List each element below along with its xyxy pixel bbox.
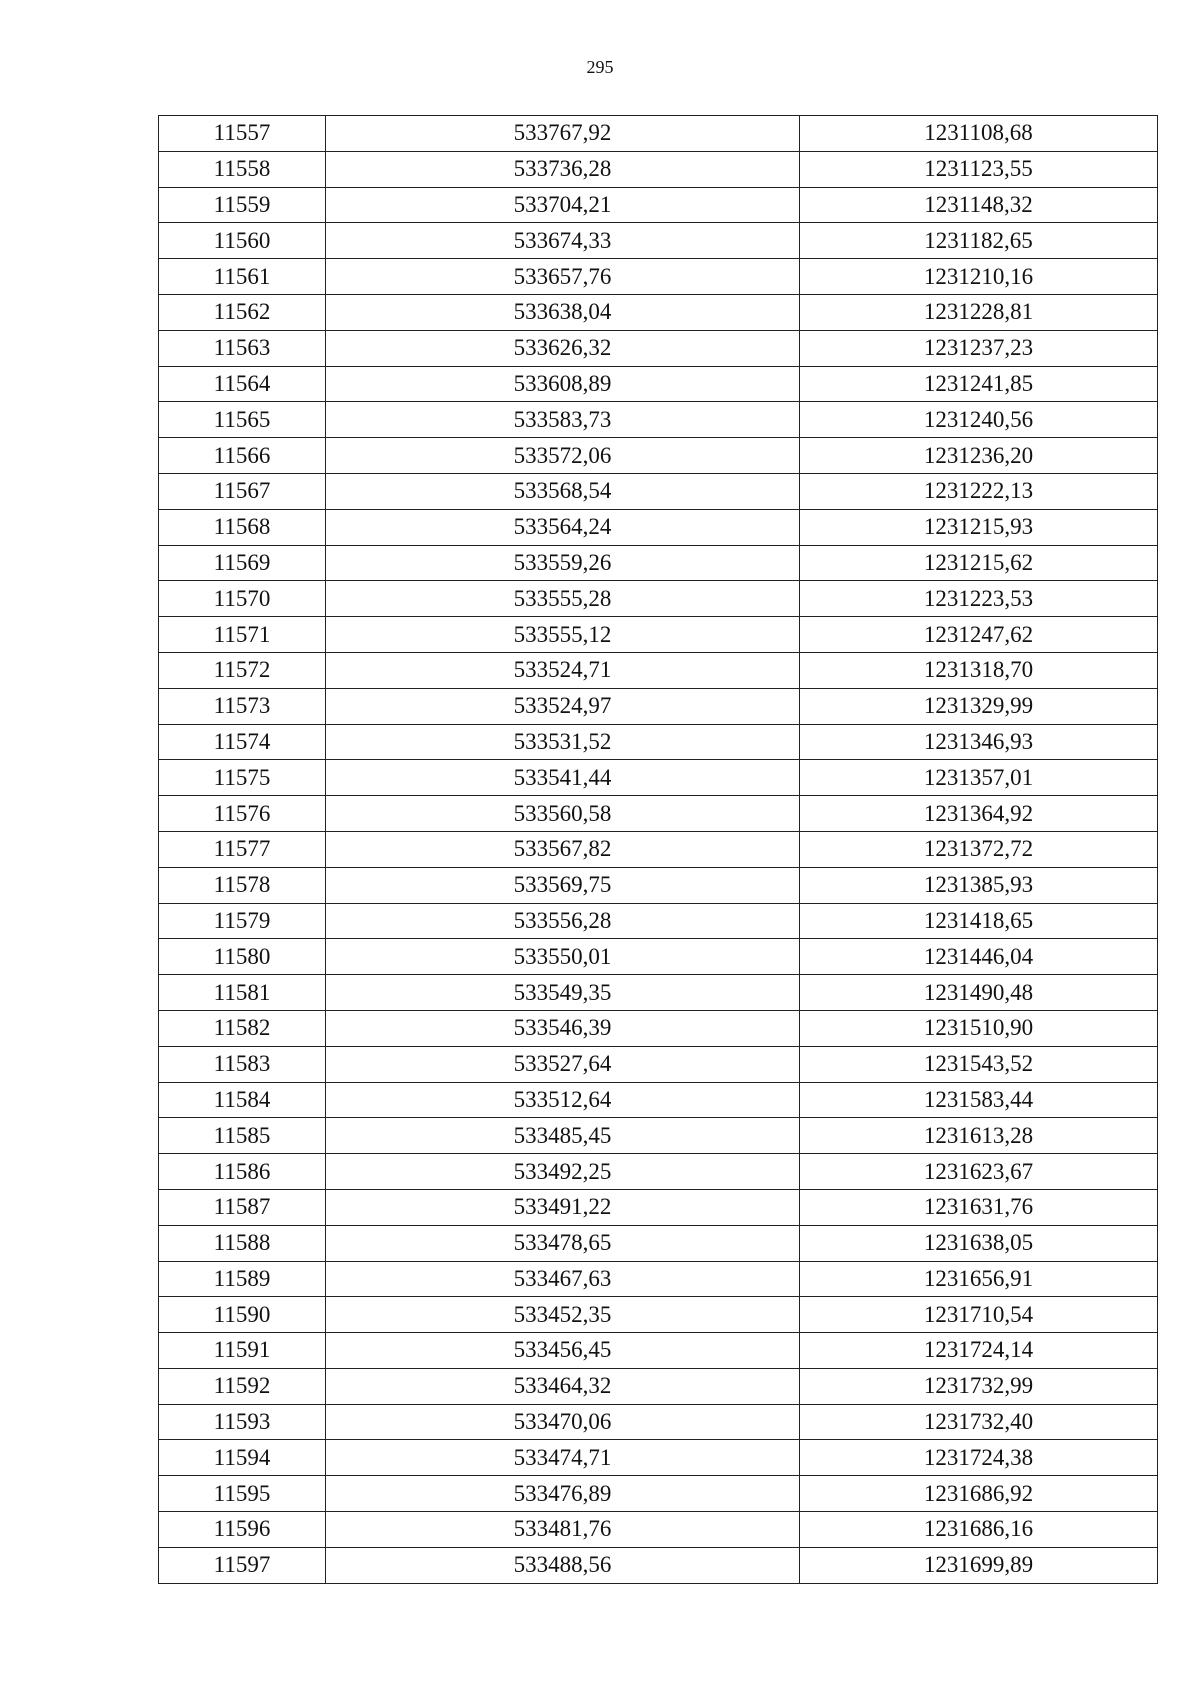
- x-coordinate-cell: 533568,54: [326, 473, 800, 509]
- y-coordinate-cell: 1231543,52: [800, 1046, 1158, 1082]
- table-row: [159, 581, 1158, 617]
- table-row: [159, 1118, 1158, 1154]
- point-number-cell: 11576: [159, 796, 326, 832]
- y-coordinate-cell: 1231210,16: [800, 259, 1158, 295]
- table-row: [159, 617, 1158, 653]
- table-row: [159, 187, 1158, 223]
- table-row: [159, 760, 1158, 796]
- point-number-cell: 11581: [159, 975, 326, 1011]
- y-coordinate-cell: 1231357,01: [800, 760, 1158, 796]
- x-coordinate-cell: 533559,26: [326, 545, 800, 581]
- y-coordinate-cell: 1231631,76: [800, 1189, 1158, 1225]
- y-coordinate-cell: 1231108,68: [800, 116, 1158, 152]
- x-coordinate-cell: 533704,21: [326, 187, 800, 223]
- point-number-cell: 11559: [159, 187, 326, 223]
- x-coordinate-cell: 533481,76: [326, 1512, 800, 1548]
- table-row: [159, 294, 1158, 330]
- x-coordinate-cell: 533470,06: [326, 1404, 800, 1440]
- table-row: [159, 1082, 1158, 1118]
- table-row: [159, 151, 1158, 187]
- table-row: [159, 509, 1158, 545]
- y-coordinate-cell: 1231686,92: [800, 1476, 1158, 1512]
- point-number-cell: 11595: [159, 1476, 326, 1512]
- y-coordinate-cell: 1231148,32: [800, 187, 1158, 223]
- y-coordinate-cell: 1231446,04: [800, 939, 1158, 975]
- x-coordinate-cell: 533476,89: [326, 1476, 800, 1512]
- point-number-cell: 11582: [159, 1010, 326, 1046]
- x-coordinate-cell: 533546,39: [326, 1010, 800, 1046]
- point-number-cell: 11583: [159, 1046, 326, 1082]
- x-coordinate-cell: 533524,97: [326, 688, 800, 724]
- x-coordinate-cell: 533491,22: [326, 1189, 800, 1225]
- table-row: [159, 1225, 1158, 1261]
- x-coordinate-cell: 533674,33: [326, 223, 800, 259]
- y-coordinate-cell: 1231732,99: [800, 1368, 1158, 1404]
- table-row: [159, 1368, 1158, 1404]
- point-number-cell: 11585: [159, 1118, 326, 1154]
- point-number-cell: 11588: [159, 1225, 326, 1261]
- x-coordinate-cell: 533452,35: [326, 1297, 800, 1333]
- coordinates-table-body: [159, 116, 1158, 1584]
- y-coordinate-cell: 1231346,93: [800, 724, 1158, 760]
- point-number-cell: 11577: [159, 831, 326, 867]
- table-row: [159, 1476, 1158, 1512]
- y-coordinate-cell: 1231724,14: [800, 1333, 1158, 1369]
- y-coordinate-cell: 1231613,28: [800, 1118, 1158, 1154]
- table-row: [159, 223, 1158, 259]
- y-coordinate-cell: 1231215,93: [800, 509, 1158, 545]
- point-number-cell: 11589: [159, 1261, 326, 1297]
- table-row: [159, 1297, 1158, 1333]
- point-number-cell: 11569: [159, 545, 326, 581]
- point-number-cell: 11557: [159, 116, 326, 152]
- y-coordinate-cell: 1231385,93: [800, 867, 1158, 903]
- y-coordinate-cell: 1231247,62: [800, 617, 1158, 653]
- y-coordinate-cell: 1231583,44: [800, 1082, 1158, 1118]
- x-coordinate-cell: 533549,35: [326, 975, 800, 1011]
- point-number-cell: 11590: [159, 1297, 326, 1333]
- x-coordinate-cell: 533527,64: [326, 1046, 800, 1082]
- point-number-cell: 11579: [159, 903, 326, 939]
- x-coordinate-cell: 533555,28: [326, 581, 800, 617]
- x-coordinate-cell: 533736,28: [326, 151, 800, 187]
- point-number-cell: 11587: [159, 1189, 326, 1225]
- x-coordinate-cell: 533569,75: [326, 867, 800, 903]
- x-coordinate-cell: 533556,28: [326, 903, 800, 939]
- point-number-cell: 11568: [159, 509, 326, 545]
- x-coordinate-cell: 533767,92: [326, 116, 800, 152]
- y-coordinate-cell: 1231638,05: [800, 1225, 1158, 1261]
- table-row: [159, 688, 1158, 724]
- point-number-cell: 11591: [159, 1333, 326, 1369]
- table-row: [159, 473, 1158, 509]
- point-number-cell: 11562: [159, 294, 326, 330]
- y-coordinate-cell: 1231364,92: [800, 796, 1158, 832]
- y-coordinate-cell: 1231228,81: [800, 294, 1158, 330]
- table-row: [159, 1404, 1158, 1440]
- y-coordinate-cell: 1231215,62: [800, 545, 1158, 581]
- table-row: [159, 330, 1158, 366]
- table-row: [159, 724, 1158, 760]
- table-row: [159, 1189, 1158, 1225]
- y-coordinate-cell: 1231329,99: [800, 688, 1158, 724]
- point-number-cell: 11584: [159, 1082, 326, 1118]
- table-row: [159, 366, 1158, 402]
- x-coordinate-cell: 533626,32: [326, 330, 800, 366]
- x-coordinate-cell: 533555,12: [326, 617, 800, 653]
- table-row: [159, 545, 1158, 581]
- y-coordinate-cell: 1231182,65: [800, 223, 1158, 259]
- point-number-cell: 11586: [159, 1154, 326, 1190]
- table-row: [159, 831, 1158, 867]
- y-coordinate-cell: 1231656,91: [800, 1261, 1158, 1297]
- y-coordinate-cell: 1231222,13: [800, 473, 1158, 509]
- table-row: [159, 259, 1158, 295]
- x-coordinate-cell: 533638,04: [326, 294, 800, 330]
- table-row: [159, 1512, 1158, 1548]
- point-number-cell: 11578: [159, 867, 326, 903]
- point-number-cell: 11597: [159, 1547, 326, 1583]
- point-number-cell: 11573: [159, 688, 326, 724]
- y-coordinate-cell: 1231724,38: [800, 1440, 1158, 1476]
- point-number-cell: 11592: [159, 1368, 326, 1404]
- x-coordinate-cell: 533550,01: [326, 939, 800, 975]
- x-coordinate-cell: 533485,45: [326, 1118, 800, 1154]
- page-number: 295: [586, 57, 614, 77]
- table-row: [159, 1547, 1158, 1583]
- point-number-cell: 11572: [159, 652, 326, 688]
- point-number-cell: 11565: [159, 402, 326, 438]
- table-row: [159, 796, 1158, 832]
- x-coordinate-cell: 533512,64: [326, 1082, 800, 1118]
- x-coordinate-cell: 533478,65: [326, 1225, 800, 1261]
- table-row: [159, 975, 1158, 1011]
- point-number-cell: 11593: [159, 1404, 326, 1440]
- y-coordinate-cell: 1231241,85: [800, 366, 1158, 402]
- table-row: [159, 438, 1158, 474]
- point-number-cell: 11596: [159, 1512, 326, 1548]
- table-row: [159, 1261, 1158, 1297]
- y-coordinate-cell: 1231418,65: [800, 903, 1158, 939]
- table-row: [159, 867, 1158, 903]
- point-number-cell: 11574: [159, 724, 326, 760]
- y-coordinate-cell: 1231510,90: [800, 1010, 1158, 1046]
- table-row: [159, 1154, 1158, 1190]
- y-coordinate-cell: 1231490,48: [800, 975, 1158, 1011]
- x-coordinate-cell: 533567,82: [326, 831, 800, 867]
- table-row: [159, 1440, 1158, 1476]
- y-coordinate-cell: 1231732,40: [800, 1404, 1158, 1440]
- point-number-cell: 11594: [159, 1440, 326, 1476]
- point-number-cell: 11558: [159, 151, 326, 187]
- table-row: [159, 903, 1158, 939]
- table-row: [159, 1046, 1158, 1082]
- y-coordinate-cell: 1231623,67: [800, 1154, 1158, 1190]
- point-number-cell: 11571: [159, 617, 326, 653]
- x-coordinate-cell: 533608,89: [326, 366, 800, 402]
- x-coordinate-cell: 533572,06: [326, 438, 800, 474]
- x-coordinate-cell: 533541,44: [326, 760, 800, 796]
- table-row: [159, 1010, 1158, 1046]
- y-coordinate-cell: 1231236,20: [800, 438, 1158, 474]
- y-coordinate-cell: 1231223,53: [800, 581, 1158, 617]
- point-number-cell: 11575: [159, 760, 326, 796]
- point-number-cell: 11563: [159, 330, 326, 366]
- x-coordinate-cell: 533524,71: [326, 652, 800, 688]
- y-coordinate-cell: 1231699,89: [800, 1547, 1158, 1583]
- x-coordinate-cell: 533488,56: [326, 1547, 800, 1583]
- x-coordinate-cell: 533657,76: [326, 259, 800, 295]
- y-coordinate-cell: 1231318,70: [800, 652, 1158, 688]
- y-coordinate-cell: 1231710,54: [800, 1297, 1158, 1333]
- point-number-cell: 11570: [159, 581, 326, 617]
- point-number-cell: 11561: [159, 259, 326, 295]
- point-number-cell: 11560: [159, 223, 326, 259]
- x-coordinate-cell: 533560,58: [326, 796, 800, 832]
- table-row: [159, 116, 1158, 152]
- point-number-cell: 11564: [159, 366, 326, 402]
- x-coordinate-cell: 533464,32: [326, 1368, 800, 1404]
- y-coordinate-cell: 1231123,55: [800, 151, 1158, 187]
- table-row: [159, 402, 1158, 438]
- x-coordinate-cell: 533583,73: [326, 402, 800, 438]
- y-coordinate-cell: 1231237,23: [800, 330, 1158, 366]
- y-coordinate-cell: 1231372,72: [800, 831, 1158, 867]
- point-number-cell: 11580: [159, 939, 326, 975]
- point-number-cell: 11567: [159, 473, 326, 509]
- coordinates-table: [158, 115, 1158, 1584]
- table-row: [159, 652, 1158, 688]
- point-number-cell: 11566: [159, 438, 326, 474]
- x-coordinate-cell: 533492,25: [326, 1154, 800, 1190]
- x-coordinate-cell: 533467,63: [326, 1261, 800, 1297]
- x-coordinate-cell: 533474,71: [326, 1440, 800, 1476]
- x-coordinate-cell: 533531,52: [326, 724, 800, 760]
- x-coordinate-cell: 533564,24: [326, 509, 800, 545]
- y-coordinate-cell: 1231240,56: [800, 402, 1158, 438]
- y-coordinate-cell: 1231686,16: [800, 1512, 1158, 1548]
- table-row: [159, 939, 1158, 975]
- x-coordinate-cell: 533456,45: [326, 1333, 800, 1369]
- table-row: [159, 1333, 1158, 1369]
